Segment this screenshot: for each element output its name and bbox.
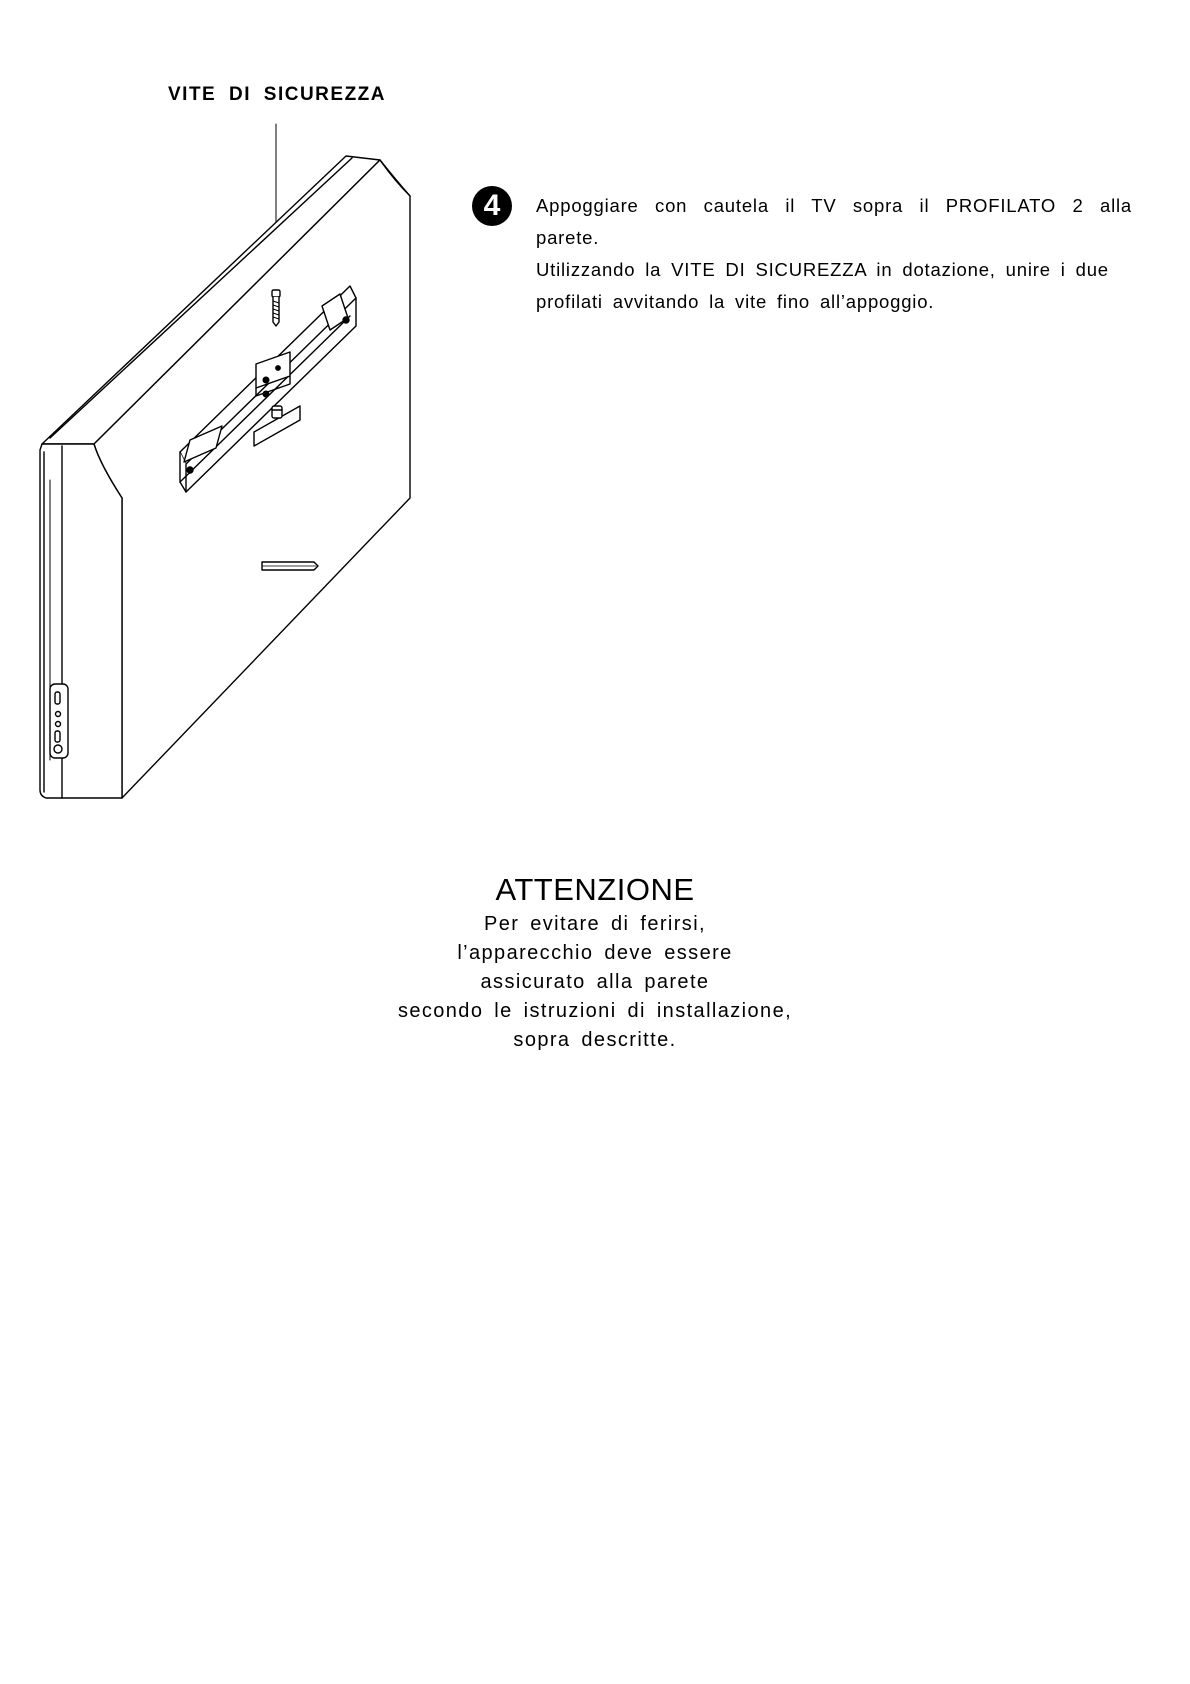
warning-line: secondo le istruzioni di installazione, <box>397 1000 793 1022</box>
warning-block <box>300 872 890 1055</box>
warning-line: assicurato alla parete <box>480 971 710 993</box>
warning-line: Per evitare di ferirsi, <box>483 913 707 935</box>
warning-line: l’apparecchio deve essere <box>457 942 733 964</box>
step-number-badge: 4 <box>472 186 512 226</box>
screw-label: VITE DI SICUREZZA <box>168 84 387 105</box>
tv-set-icon <box>40 156 410 798</box>
warning-title: ATTENZIONE <box>495 872 695 907</box>
step-instructions <box>536 190 1132 318</box>
tv-mounting-illustration <box>0 0 440 820</box>
step-line: Appoggiare con cautela il TV sopra il PROFILATO 2 alla parete. <box>536 195 1132 248</box>
step-line: profilati avvitando la vite fino all’appoggio. <box>536 291 935 312</box>
warning-line: sopra descritte. <box>513 1029 677 1051</box>
safety-screw-icon <box>272 290 280 326</box>
step-line: Utilizzando la VITE DI SICUREZZA in dotazione, unire i due <box>536 259 1109 280</box>
